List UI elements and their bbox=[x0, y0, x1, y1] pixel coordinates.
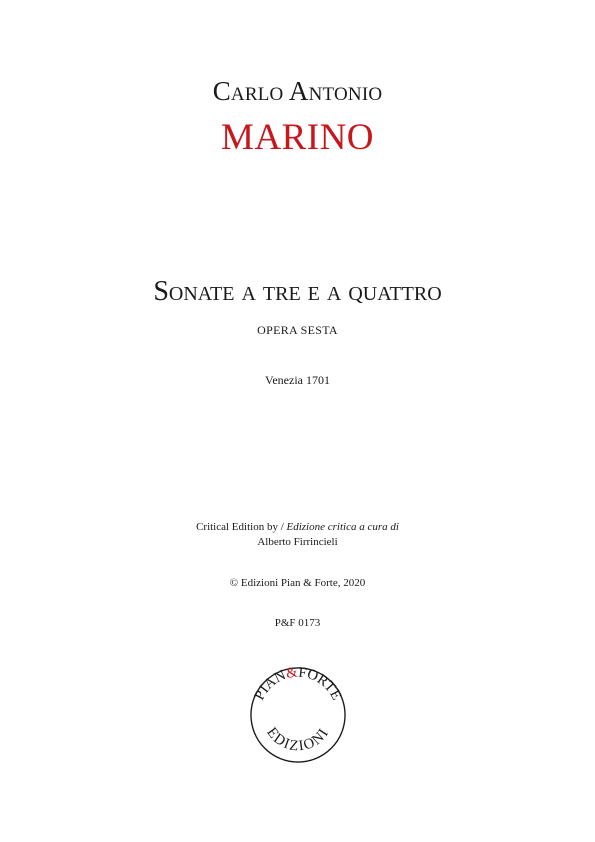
copyright-notice: © Edizioni Pian & Forte, 2020 bbox=[229, 577, 366, 589]
svg-text:EDIZIONI bbox=[263, 725, 332, 755]
composer-surname: MARINO bbox=[220, 117, 375, 158]
seal-top-left: PIAN bbox=[251, 667, 289, 703]
credit-italian: Edizione critica a cura di bbox=[286, 521, 399, 533]
seal-bottom-text bbox=[263, 725, 332, 755]
credit-english: Critical Edition by / bbox=[196, 521, 284, 533]
seal-ampersand: & bbox=[284, 666, 299, 682]
catalog-number: P&F 0173 bbox=[274, 617, 321, 629]
work-title: Sonate a tre e a quattro bbox=[153, 276, 442, 307]
composer-first-names: Carlo Antonio bbox=[212, 76, 383, 106]
opus-number: OPERA SESTA bbox=[257, 323, 338, 337]
editor-name: Alberto Firrincieli bbox=[257, 536, 338, 548]
svg-text:PIAN&FORTE bbox=[252, 666, 345, 703]
place-year: Venezia 1701 bbox=[265, 373, 330, 387]
edition-credit-line bbox=[0, 520, 595, 535]
seal-bottom-label: EDIZIONI bbox=[263, 724, 333, 755]
seal-top-text bbox=[252, 666, 345, 703]
seal-top-right: FORTE bbox=[297, 666, 345, 703]
publisher-seal-logo bbox=[249, 666, 347, 764]
